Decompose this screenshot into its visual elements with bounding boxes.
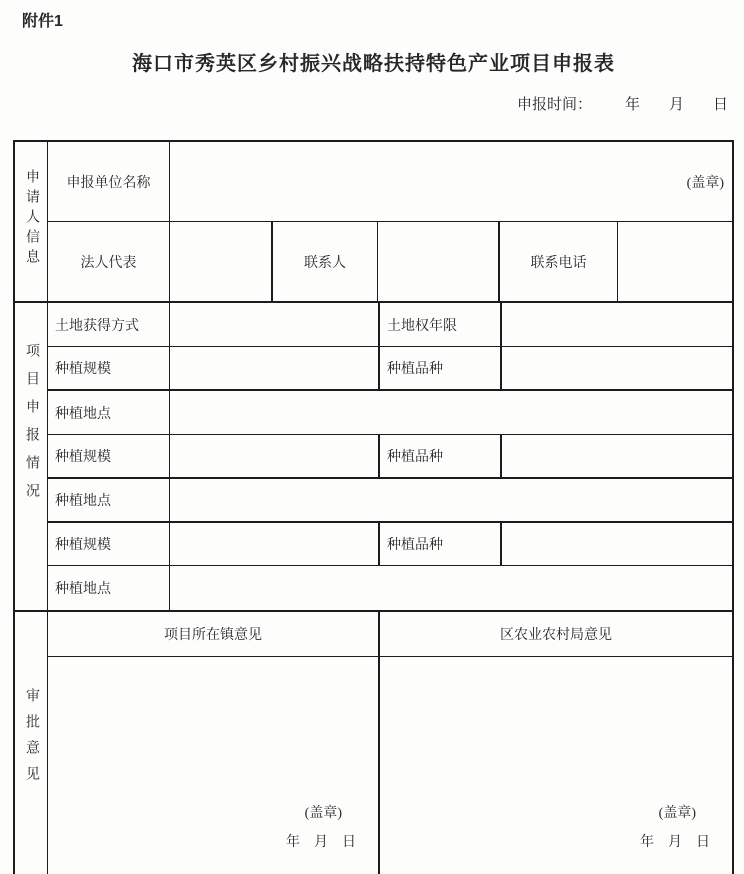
date-placeholder bbox=[640, 831, 710, 851]
land-method-label: 土地获得方式 bbox=[48, 303, 170, 346]
attachment-label: 附件1 bbox=[22, 13, 63, 30]
year-unit: 年 bbox=[640, 835, 654, 850]
opinion-boxes-row bbox=[48, 656, 732, 874]
planting-scale-label: 种植规模 bbox=[48, 347, 170, 389]
applicant-section-header: 申请人信息 bbox=[15, 142, 48, 301]
year-unit: 年 bbox=[286, 835, 300, 850]
unit-name-label: 申报单位名称 bbox=[48, 142, 170, 221]
date-month-unit: 月 bbox=[668, 97, 684, 113]
planting-scale-row-1 bbox=[48, 346, 732, 389]
contact-phone-label: 联系电话 bbox=[500, 222, 618, 301]
planting-location-label: 种植地点 bbox=[48, 566, 170, 610]
town-opinion-box bbox=[48, 657, 380, 874]
planting-location-row-2 bbox=[48, 477, 732, 521]
planting-variety-label: 种植品种 bbox=[380, 523, 502, 565]
application-date-line bbox=[13, 93, 734, 114]
planting-location-label: 种植地点 bbox=[48, 479, 170, 521]
unit-name-field bbox=[170, 142, 732, 221]
planting-scale-row-3 bbox=[48, 521, 732, 565]
planting-scale-row-2 bbox=[48, 434, 732, 477]
contact-phone-field bbox=[618, 222, 732, 301]
planting-scale-field bbox=[170, 523, 380, 565]
seal-hint: (盖章) bbox=[686, 175, 724, 191]
land-method-field bbox=[170, 303, 380, 346]
approval-opinions-section bbox=[15, 610, 732, 874]
planting-variety-label: 种植品种 bbox=[380, 347, 502, 389]
legal-rep-label: 法人代表 bbox=[48, 222, 170, 301]
planting-location-field bbox=[170, 566, 732, 610]
project-declaration-section bbox=[15, 301, 732, 610]
land-acquisition-row bbox=[48, 303, 732, 346]
bureau-stamp-block bbox=[640, 802, 710, 851]
town-stamp-block bbox=[286, 802, 356, 851]
applicant-info-section bbox=[15, 142, 732, 301]
planting-variety-field bbox=[502, 523, 732, 565]
planting-variety-label: 种植品种 bbox=[380, 435, 502, 477]
contact-person-label: 联系人 bbox=[273, 222, 378, 301]
date-placeholder bbox=[286, 831, 356, 851]
bureau-opinion-header: 区农业农村局意见 bbox=[500, 628, 612, 643]
land-tenure-field bbox=[502, 303, 732, 346]
planting-location-row-1 bbox=[48, 389, 732, 434]
seal-hint: (盖章) bbox=[304, 806, 342, 821]
month-unit: 月 bbox=[668, 835, 682, 850]
month-unit: 月 bbox=[314, 835, 328, 850]
planting-variety-field bbox=[502, 435, 732, 477]
approval-section-header: 审批意见 bbox=[15, 612, 48, 874]
planting-location-field bbox=[170, 479, 732, 521]
day-unit: 日 bbox=[342, 835, 356, 850]
planting-scale-field bbox=[170, 347, 380, 389]
planting-location-label: 种植地点 bbox=[48, 391, 170, 434]
project-section-header: 项目申报情况 bbox=[15, 303, 48, 610]
opinion-headers-row bbox=[48, 612, 732, 656]
planting-variety-field bbox=[502, 347, 732, 389]
seal-hint: (盖章) bbox=[658, 806, 696, 821]
planting-location-field bbox=[170, 391, 732, 434]
day-unit: 日 bbox=[696, 835, 710, 850]
date-day-unit: 日 bbox=[712, 97, 728, 113]
application-form-table bbox=[13, 140, 734, 874]
planting-scale-label: 种植规模 bbox=[48, 523, 170, 565]
planting-location-row-3 bbox=[48, 565, 732, 610]
contact-person-field bbox=[378, 222, 500, 301]
planting-scale-field bbox=[170, 435, 380, 477]
contacts-row bbox=[48, 221, 732, 301]
legal-rep-field bbox=[170, 222, 273, 301]
unit-name-row bbox=[48, 142, 732, 221]
bureau-opinion-box bbox=[380, 657, 732, 874]
form-title: 海口市秀英区乡村振兴战略扶持特色产业项目申报表 bbox=[132, 53, 615, 75]
date-year-unit: 年 bbox=[624, 97, 640, 113]
date-label: 申报时间： bbox=[516, 97, 592, 113]
land-tenure-label: 土地权年限 bbox=[380, 303, 502, 346]
planting-scale-label: 种植规模 bbox=[48, 435, 170, 477]
town-opinion-header: 项目所在镇意见 bbox=[48, 612, 380, 656]
